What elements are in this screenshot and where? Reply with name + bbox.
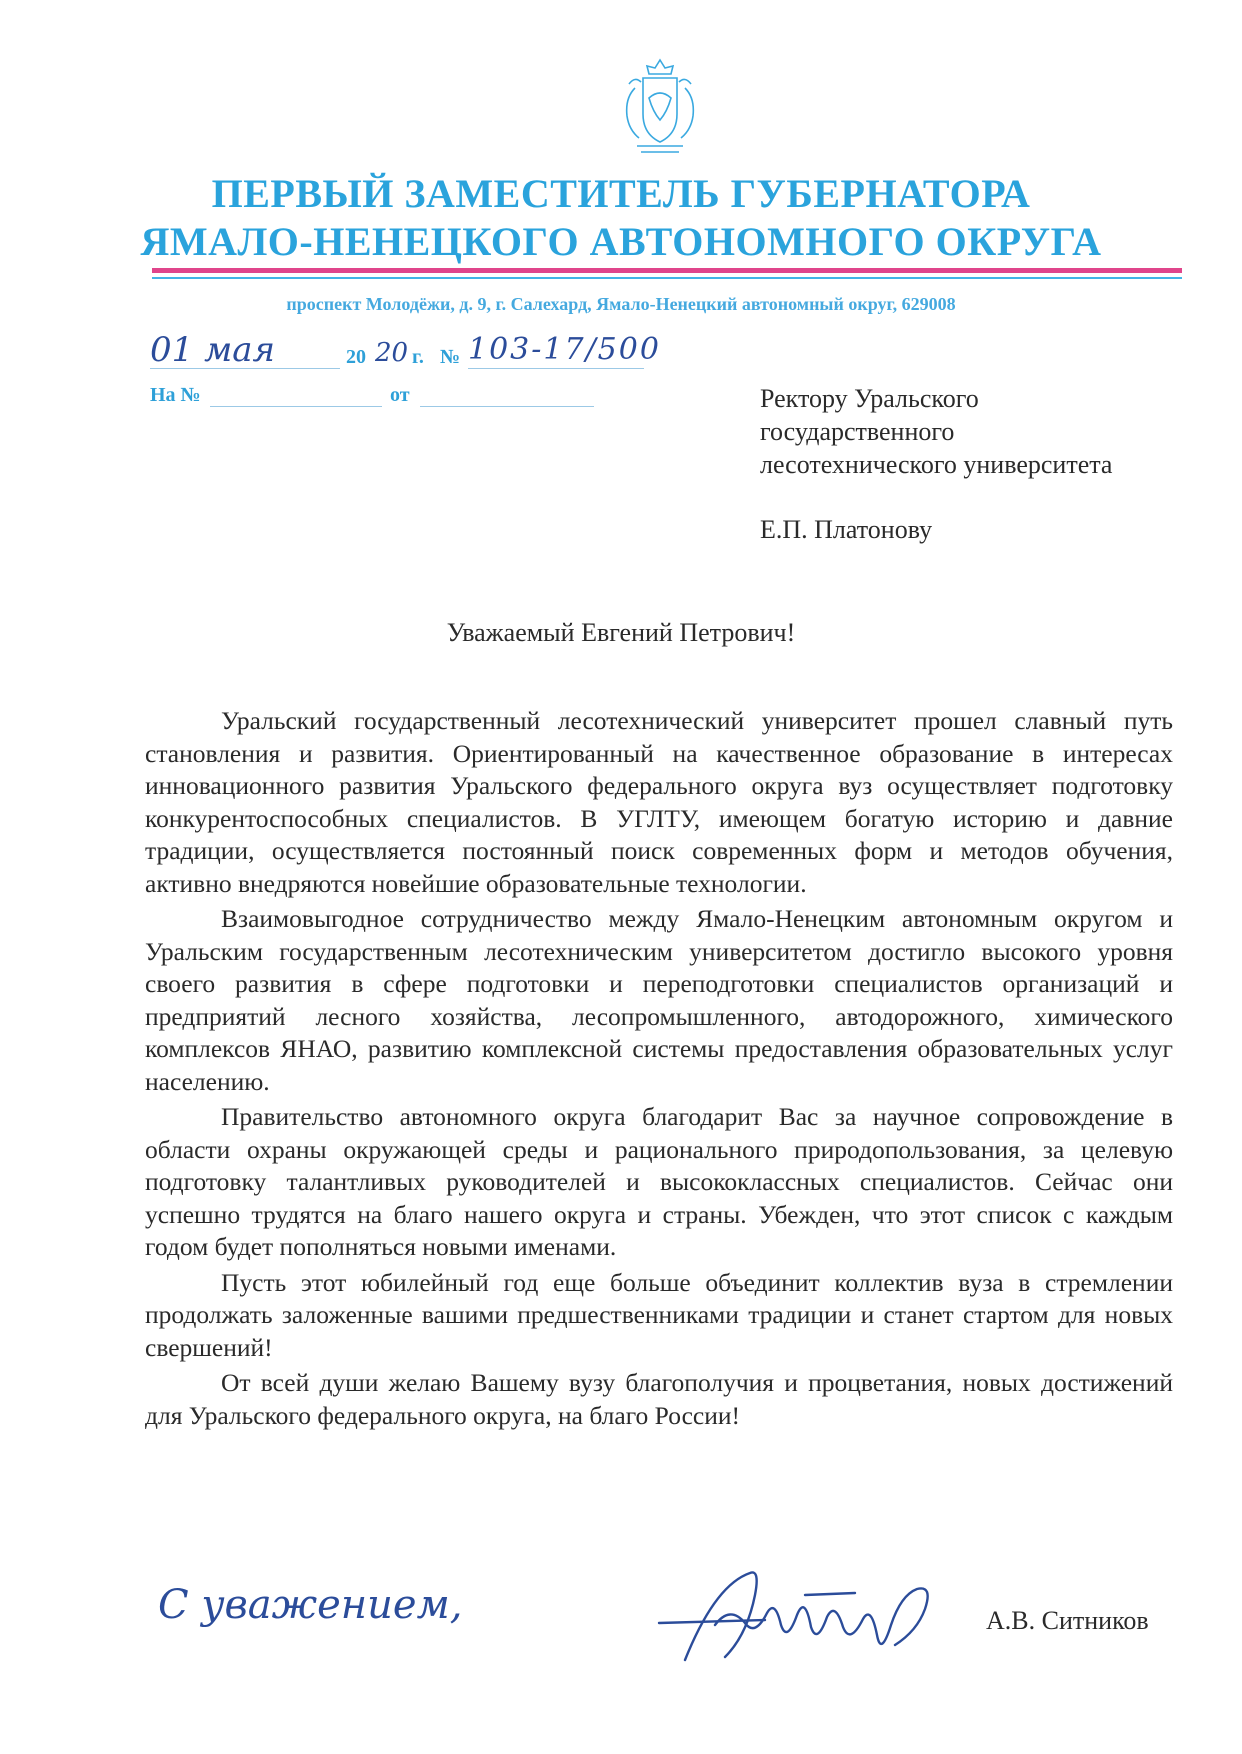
- body-paragraph: Правительство автономного округа благодарит Вас за научное сопровождение в области охраны окружающей среды и рационального природопользования, за целевую подготовку талантливых руководителей и высококлассных специалистов. Сейчас они успешно трудятся на благо нашего округа и страны. Убежден, что этот список с каждым годом будет пополняться новыми именами.: [145, 1102, 1173, 1261]
- reference-date-blank: [420, 406, 594, 407]
- addressee-name: Е.П. Платонову: [760, 515, 933, 544]
- body-paragraph: Пусть этот юбилейный год еще больше объединит коллектив вуза в стремлении продолжать заложенные вашими предшественниками традиции и станет стартом для новых свершений!: [145, 1267, 1173, 1362]
- registration-number-underline: [468, 368, 644, 369]
- addressee-line: Ректору Уральского: [760, 384, 979, 413]
- registration-number-handwritten: 103-17/500: [468, 332, 661, 367]
- registration-line: [150, 330, 710, 378]
- salutation: Уважаемый Евгений Петрович!: [446, 618, 796, 647]
- closing-text-handwritten: С уважением,: [158, 1582, 463, 1628]
- registration-date-underline: [150, 368, 340, 369]
- letterhead-address: проспект Молодёжи, д. 9, г. Салехард, Ямало-Ненецкий автономный округ, 629008: [286, 294, 956, 314]
- body-paragraph: Взаимовыгодное сотрудничество между Ямало-Ненецким автономным округом и Уральским государственным лесотехническим университетом достигло высокого уровня своего развития в сфере подготовки и переподготовки специалистов организаций и предприятий лесного хозяйства, лесопромышленного, автодорожного, химического комплексов ЯНАО, развитию комплексной системы предоставления образовательных услуг населению.: [145, 904, 1173, 1096]
- addressee-block: [760, 382, 1220, 546]
- registration-year-prefix: 20: [346, 346, 366, 368]
- signer-name: А.В. Ситников: [986, 1606, 1149, 1635]
- reference-number-blank: [210, 406, 382, 407]
- registration-year-suffix: г.: [412, 346, 424, 368]
- addressee-line: государственного: [760, 417, 955, 446]
- body-paragraph: От всей души желаю Вашему вузу благополучия и процветания, новых достижений для Уральского федерального округа, на благо России!: [145, 1368, 1173, 1430]
- coat-of-arms-icon: [615, 58, 705, 158]
- addressee-line: лесотехнического университета: [760, 450, 1113, 479]
- reference-from-label: от: [390, 384, 410, 406]
- letterhead-title-line2: ЯМАЛО-НЕНЕЦКОГО АВТОНОМНОГО ОКРУГА: [140, 219, 1102, 264]
- body-paragraph: Уральский государственный лесотехнический университет прошел славный путь становления и развития. Ориентированный на качественное образование в интересах инновационного развития Уральского федерального округа вуз осуществляет подготовку конкурентоспособных специалистов. В УГЛТУ, имеющем богатую историю и давние традиции, осуществляется постоянный поиск современных форм и методов обучения, активно внедряются новейшие образовательные технологии.: [145, 706, 1173, 898]
- reference-number-label: На №: [150, 384, 201, 406]
- registration-year-handwritten: 20: [375, 338, 409, 368]
- registration-number-label: №: [440, 346, 461, 368]
- handwritten-signature: [655, 1565, 945, 1675]
- closing-handwritten: [158, 1570, 538, 1660]
- letterhead-title-line1: ПЕРВЫЙ ЗАМЕСТИТЕЛЬ ГУБЕРНАТОРА: [211, 171, 1031, 216]
- registration-date-handwritten: 01 мая: [150, 330, 276, 370]
- letter-body: [145, 705, 1173, 1435]
- letterhead-stripe-pink: [152, 268, 1182, 273]
- letterhead-stripe-blue: [152, 277, 1182, 279]
- reference-line: [150, 384, 610, 414]
